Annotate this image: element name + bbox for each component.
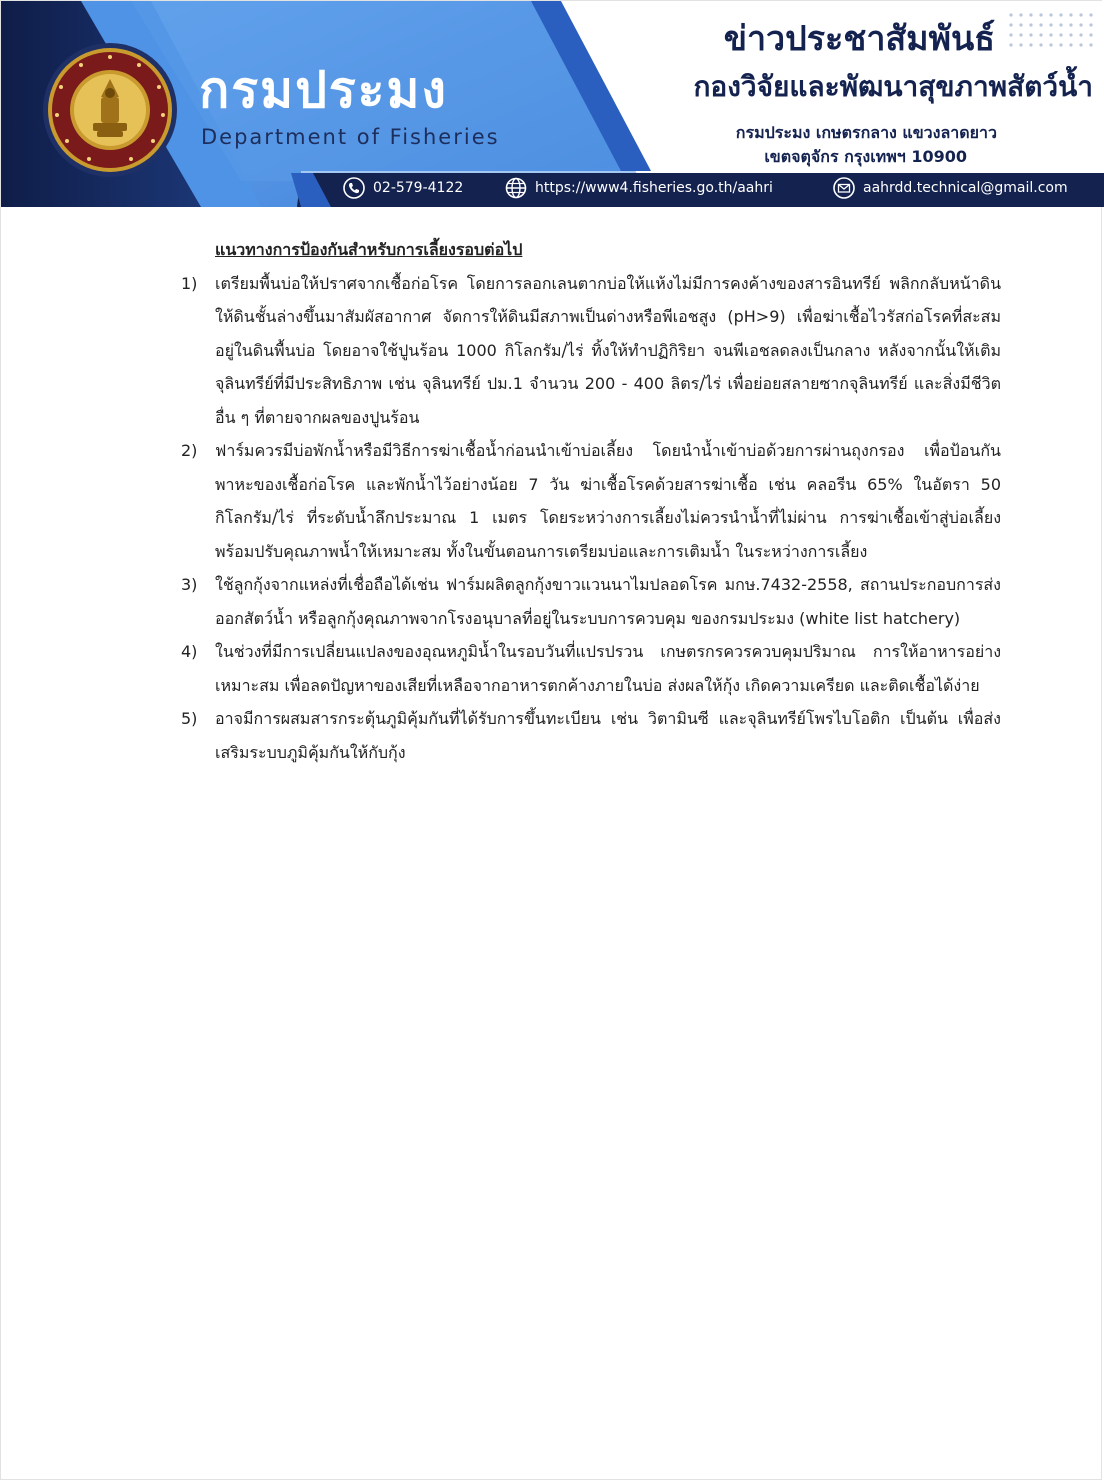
contact-email (833, 177, 1068, 199)
list-item-text: ในช่วงที่มีการเปลี่ยนแปลงของอุณหภูมิน้ำในรอบวันที่แปรปรวน เกษตรกรควรควบคุมปริมาณ การให้อาหารอย่างเหมาะสม เพื่อลดปัญหาของเสียที่เหลือจากอาหารตกค้างภายในบ่อ ส่งผลให้กุ้ง เกิดความเครียด และติดเชื้อได้ง่าย (215, 642, 1001, 695)
list-item-text: เตรียมพื้นบ่อให้ปราศจากเชื้อก่อโรค โดยการลอกเลนตากบ่อให้แห้งไม่มีการคงค้างของสารอินทรีย์ พลิกกลับหน้าดินให้ดินชั้นล่างขึ้นมาสัมผัสอากาศ จัดการให้ดินมีสภาพเป็นด่างหรือพีเอชสูง (pH>9) เพื่อฆ่าเชื้อไวรัสก่อโรคที่สะสม อยู่ในดินพื้นบ่อ โดยอาจใช้ปูนร้อน 1000 กิโลกรัม/ไร่ ทิ้งให้ทำปฏิกิริยา จนพีเอชลดลงเป็นกลาง หลังจากนั้นให้เติมจุลินทรีย์ที่มีประสิทธิภาพ เช่น จุลินทรีย์ ปม.1 จำนวน 200 - 400 ลิตร/ไร่ เพื่อย่อยสลายซากจุลินทรีย์ และสิ่งมีชีวิตอื่น ๆ ที่ตายจากผลของปูนร้อน (215, 273, 1001, 427)
list-item (181, 702, 1001, 769)
list-item-number: 1) (181, 273, 198, 293)
address-line-2: เขตจตุจักร กรุงเทพฯ 10900 (764, 147, 967, 166)
list-item (181, 434, 1001, 568)
list-item (181, 635, 1001, 702)
contact-phone (343, 177, 463, 199)
section-heading: แนวทางการป้องกันสำหรับการเลี้ยงรอบต่อไป (215, 240, 523, 259)
list-item-text: ใช้ลูกกุ้งจากแหล่งที่เชื่อถือได้เช่น ฟาร์มผลิตลูกกุ้งขาวแวนนาไมปลอดโรค มกษ.7432-2558, สถานประกอบการส่งออกสัตว์น้ำ หรือลูกกุ้งคุณภาพจากโรงอนุบาลที่อยู่ในระบบการควบคุม ของกรมประมง (white list hatchery) (215, 575, 1001, 628)
contact-website (505, 177, 773, 199)
list-item (181, 568, 1001, 635)
phone-icon (343, 177, 365, 199)
document-content (181, 233, 1001, 769)
list-item (181, 267, 1001, 435)
list-item-text: อาจมีการผสมสารกระตุ้นภูมิคุ้มกันที่ได้รับการขึ้นทะเบียน เช่น วิตามินซี และจุลินทรีย์โพรไบโอติก เป็นต้น เพื่อส่งเสริมระบบภูมิคุ้มกันให้กับกุ้ง (215, 709, 1001, 762)
department-name-english: Department of Fisheries (201, 125, 500, 149)
list-item-number: 3) (181, 575, 198, 594)
list-item-text: ฟาร์มควรมีบ่อพักน้ำหรือมีวิธีการฆ่าเชื้อน้ำก่อนนำเข้าบ่อเลี้ยง โดยนำน้ำเข้าบ่อด้วยการผ่านถุงกรอง เพื่อป้อนกันพาหะของเชื้อก่อโรค และพักน้ำไว้อย่างน้อย 7 วัน ฆ่าเชื้อโรคด้วยสารฆ่าเชื้อ เช่น คลอรีน 65% ในอัตรา 50 กิโลกรัม/ไร่ ที่ระดับน้ำลึกประมาณ 1 เมตร โดยระหว่างการเลี้ยงไม่ควรนำน้ำที่ไม่ผ่าน การฆ่าเชื้อเข้าสู่บ่อเลี้ยง พร้อมปรับคุณภาพน้ำให้เหมาะสม ทั้งในขั้นตอนการเตรียมบ่อและการเติมน้ำ ในระหว่างการเลี้ยง (215, 441, 1001, 561)
header-banner (1, 1, 1104, 207)
news-title: ข่าวประชาสัมพันธ์ (723, 19, 995, 59)
address-line-1: กรมประมง เกษตรกลาง แขวงลาดยาว (735, 123, 997, 142)
fisheries-logo (41, 41, 179, 179)
list-item-number: 2) (181, 441, 198, 460)
email-address[interactable]: aahrdd.technical@gmail.com (863, 180, 1068, 196)
mail-icon (833, 177, 855, 199)
globe-icon (505, 177, 527, 199)
division-name: กองวิจัยและพัฒนาสุขภาพสัตว์น้ำ (693, 70, 1093, 103)
list-item-number: 5) (181, 709, 198, 728)
department-name-thai: กรมประมง (199, 61, 448, 119)
website-url[interactable]: https://www4.fisheries.go.th/aahri (535, 180, 773, 196)
phone-number: 02-579-4122 (373, 180, 464, 196)
list-item-number: 4) (181, 642, 198, 661)
